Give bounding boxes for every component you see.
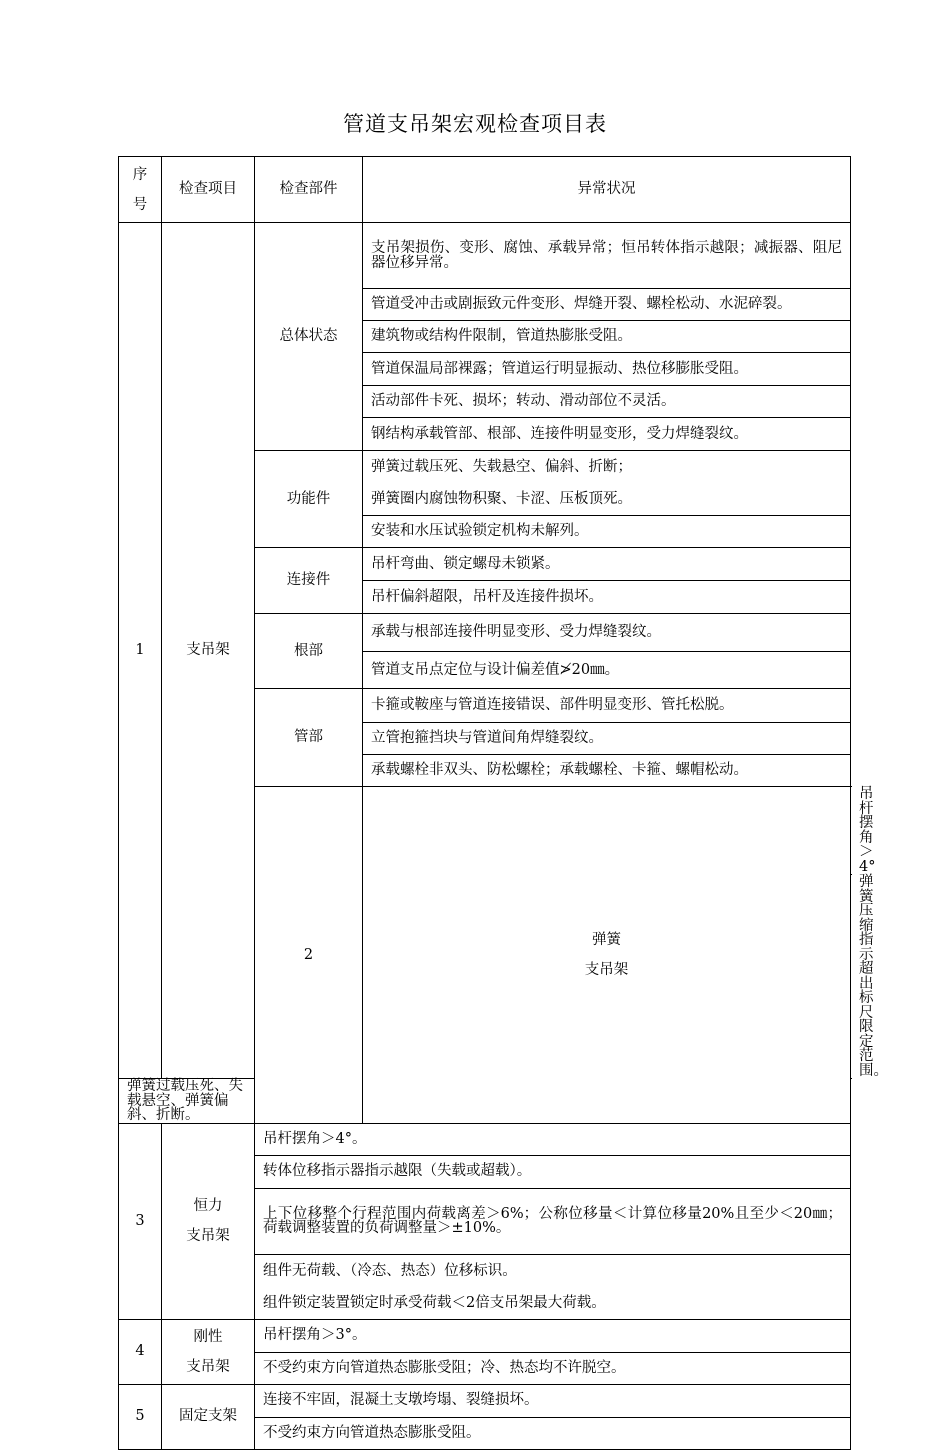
abnormal-cell: 管道支吊点定位与设计偏差值≯20㎜。 [363,652,851,689]
abnormal-cell: 立管抱箍挡块与管道间角焊缝裂纹。 [363,723,851,755]
seq-cell: 5 [119,1384,162,1449]
seq-cell: 2 [255,787,363,1124]
abnormal-cell: 承载螺栓非双头、防松螺栓；承载螺栓、卡箍、螺帽松动。 [363,755,851,787]
inspection-table [118,156,888,1450]
item-cell: 支吊架 [162,223,255,1079]
item-cell: 弹簧 支吊架 [363,787,851,1124]
header-row [119,157,851,223]
item-cell: 恒力 支吊架 [162,1123,255,1319]
abnormal-cell: 组件无荷载、（冷态、热态）位移标识。 组件锁定装置锁定时承受荷载＜2倍支吊架最大荷载。 [255,1254,851,1319]
table-row: 2 弹簧 支吊架 吊杆摆角＞4° [119,787,851,875]
abnormal-cell: 管道保温局部裸露；管道运行明显振动、热位移膨胀受阻。 [363,353,851,386]
abnormal-cell: 不受约束方向管道热态膨胀受阻。 [255,1417,851,1449]
part-cell: 连接件 [255,548,363,614]
part-cell: 总体状态 [255,223,363,451]
abnormal-cell: 吊杆偏斜超限，吊杆及连接件损坏。 [363,581,851,614]
abnormal-cell: 吊杆摆角＞3°。 [255,1319,851,1352]
part-cell: 管部 [255,689,363,787]
table-row [119,223,851,289]
part-cell: 根部 [255,614,363,689]
abnormal-cell: 转体位移指示器指示越限（失载或超载）。 [255,1155,851,1188]
table-row [119,1384,851,1417]
abnormal-cell: 吊杆弯曲、锁定螺母未锁紧。 [363,548,851,581]
table-row [119,1319,851,1352]
table-row [119,1123,851,1155]
abnormal-cell: 连接不牢固，混凝土支墩垮塌、裂缝损坏。 [255,1384,851,1417]
table-row: 弹簧压缩指示超出标尺限定范围。 [859,874,888,1079]
abnormal-cell: 承载与根部连接件明显变形、受力焊缝裂纹。 [363,614,851,652]
header-item: 检查项目 [162,157,255,223]
abnormal-cell: 安装和水压试验锁定机构未解列。 [363,516,851,548]
header-abnormal: 异常状况 [363,157,851,223]
abnormal-cell: 不受约束方向管道热态膨胀受阻；冷、热态均不许脱空。 [255,1352,851,1384]
abnormal-cell: 上下位移整个行程范围内荷载离差＞6%；公称位移量＜计算位移量20%且至少＜20㎜；荷载调整装置的负荷调整量＞±10%。 [255,1188,851,1254]
abnormal-cell: 卡箍或鞍座与管道连接错误、部件明显变形、管托松脱。 [363,689,851,723]
abnormal-cell: 活动部件卡死、损坏；转动、滑动部位不灵活。 [363,386,851,418]
header-seq: 序 号 [119,157,162,223]
abnormal-cell: 支吊架损伤、变形、腐蚀、承载异常；恒吊转体指示越限；减振器、阻尼器位移异常。 [363,223,851,289]
item-cell: 刚性 支吊架 [162,1319,255,1384]
abnormal-cell: 弹簧过载压死、失载悬空、偏斜、折断； 弹簧圈内腐蚀物积聚、卡涩、压板顶死。 [363,451,851,516]
seq-cell: 1 [119,223,162,1079]
seq-cell: 3 [119,1123,162,1319]
part-cell: 功能件 [255,451,363,548]
abnormal-cell: 吊杆摆角＞4°。 [255,1123,851,1155]
abnormal-cell: 管道受冲击或剧振致元件变形、焊缝开裂、螺栓松动、水泥碎裂。 [363,289,851,321]
seq-cell: 4 [119,1319,162,1384]
item-cell: 固定支架 [162,1384,255,1449]
page-title: 管道支吊架宏观检查项目表 [343,112,607,136]
abnormal-cell: 建筑物或结构件限制，管道热膨胀受阻。 [363,321,851,353]
abnormal-cell: 弹簧过载压死、失载悬空、弹簧偏斜、折断。 [119,1079,255,1124]
abnormal-cell: 钢结构承载管部、根部、连接件明显变形，受力焊缝裂纹。 [363,418,851,451]
header-part: 检查部件 [255,157,363,223]
